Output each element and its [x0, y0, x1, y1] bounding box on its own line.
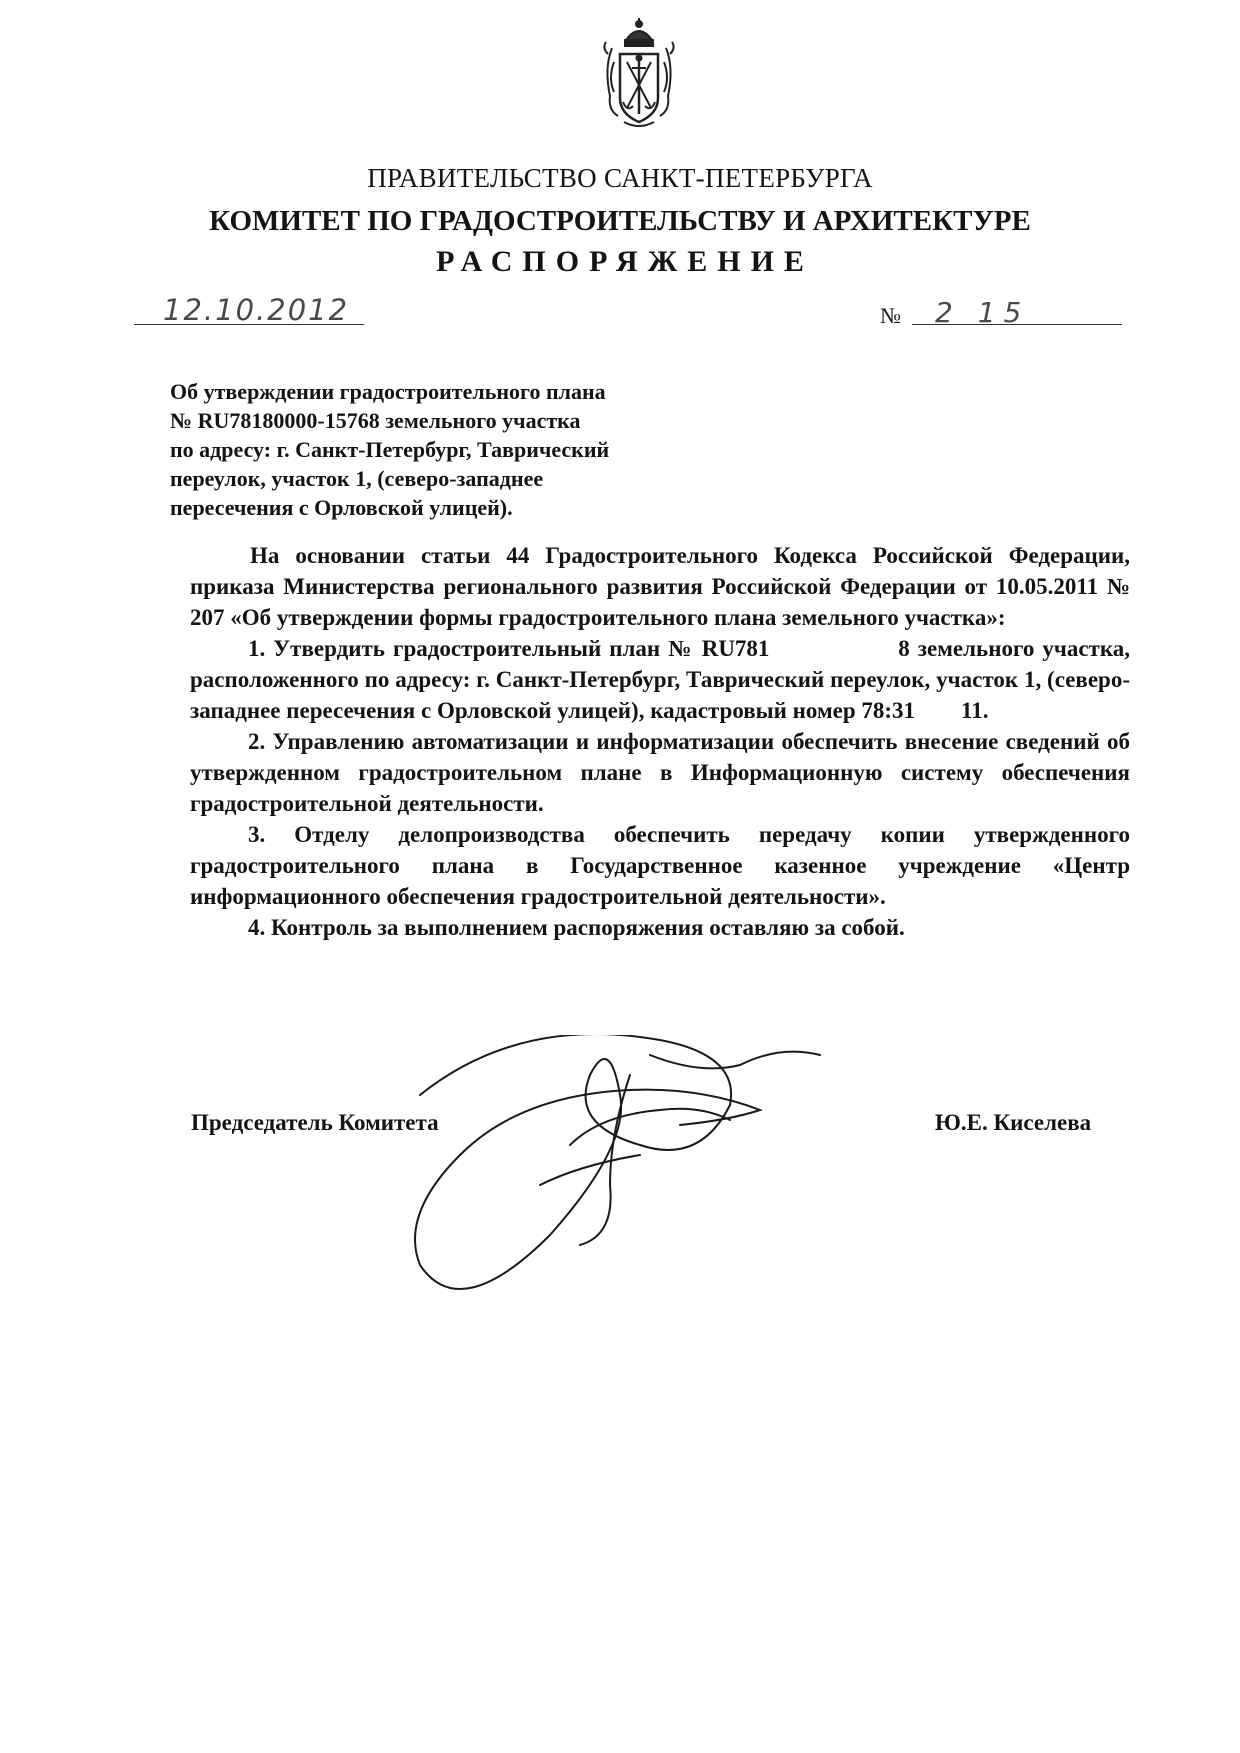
subject-line: № RU78180000-15768 земельного участка — [170, 408, 581, 433]
order-item-1: 1. Утвердить градостроительный план № RU781 8 земельного участка, расположенного по адресу: г. Санкт-Петербург, Таврический переулок, участок 1, (северо-западнее пересечения с Орловской улицей), кадастровый номер 78:31 11. — [190, 636, 1136, 723]
order-item-4: 4. Контроль за выполнением распоряжения оставляю за собой. — [248, 915, 905, 940]
committee-title: КОМИТЕТ ПО ГРАДОСТРОИТЕЛЬСТВУ И АРХИТЕКТУРЕ — [209, 205, 1031, 237]
document-type: РАСПОРЯЖЕНИЕ — [436, 245, 814, 278]
document-number: 2 15 — [935, 296, 1030, 329]
subject-line: Об утверждении градостроительного плана — [170, 379, 606, 404]
signatory-title: Председатель Комитета — [191, 1110, 439, 1135]
document-body — [190, 540, 1136, 943]
order-item-2: 2. Управлению автоматизации и информатизации обеспечить внесение сведений об утвержденном градостроительном плане в Информационную систему обеспечения градостроительной деятельности. — [190, 729, 1130, 816]
order-item-3: 3. Отделу делопроизводства обеспечить передачу копии утвержденного градостроительного плана в Государственное казенное учреждение «Центр информационного обеспечения градостроительной деятельности». — [190, 822, 1130, 909]
coat-of-arms-icon — [598, 18, 680, 130]
subject-line: по адресу: г. Санкт-Петербург, Таврический — [170, 437, 610, 462]
number-label: № — [880, 303, 901, 328]
subject-block — [170, 377, 640, 522]
preamble-paragraph: На основании статьи 44 Градостроительного Кодекса Российской Федерации, приказа Министерства регионального развития Российской Федерации от 10.05.2011 № 207 «Об утверждении формы градостроительного плана земельного участка»: — [190, 543, 1130, 630]
signatory-name: Ю.Е. Киселева — [935, 1110, 1092, 1135]
handwritten-signature-icon — [400, 1035, 860, 1335]
subject-line: пересечения с Орловской улицей). — [170, 495, 513, 520]
government-title: ПРАВИТЕЛЬСТВО САНКТ-ПЕТЕРБУРГА — [367, 163, 873, 193]
subject-line: переулок, участок 1, (северо-западнее — [170, 466, 544, 491]
document-date: 12.10.2012 — [163, 293, 350, 327]
